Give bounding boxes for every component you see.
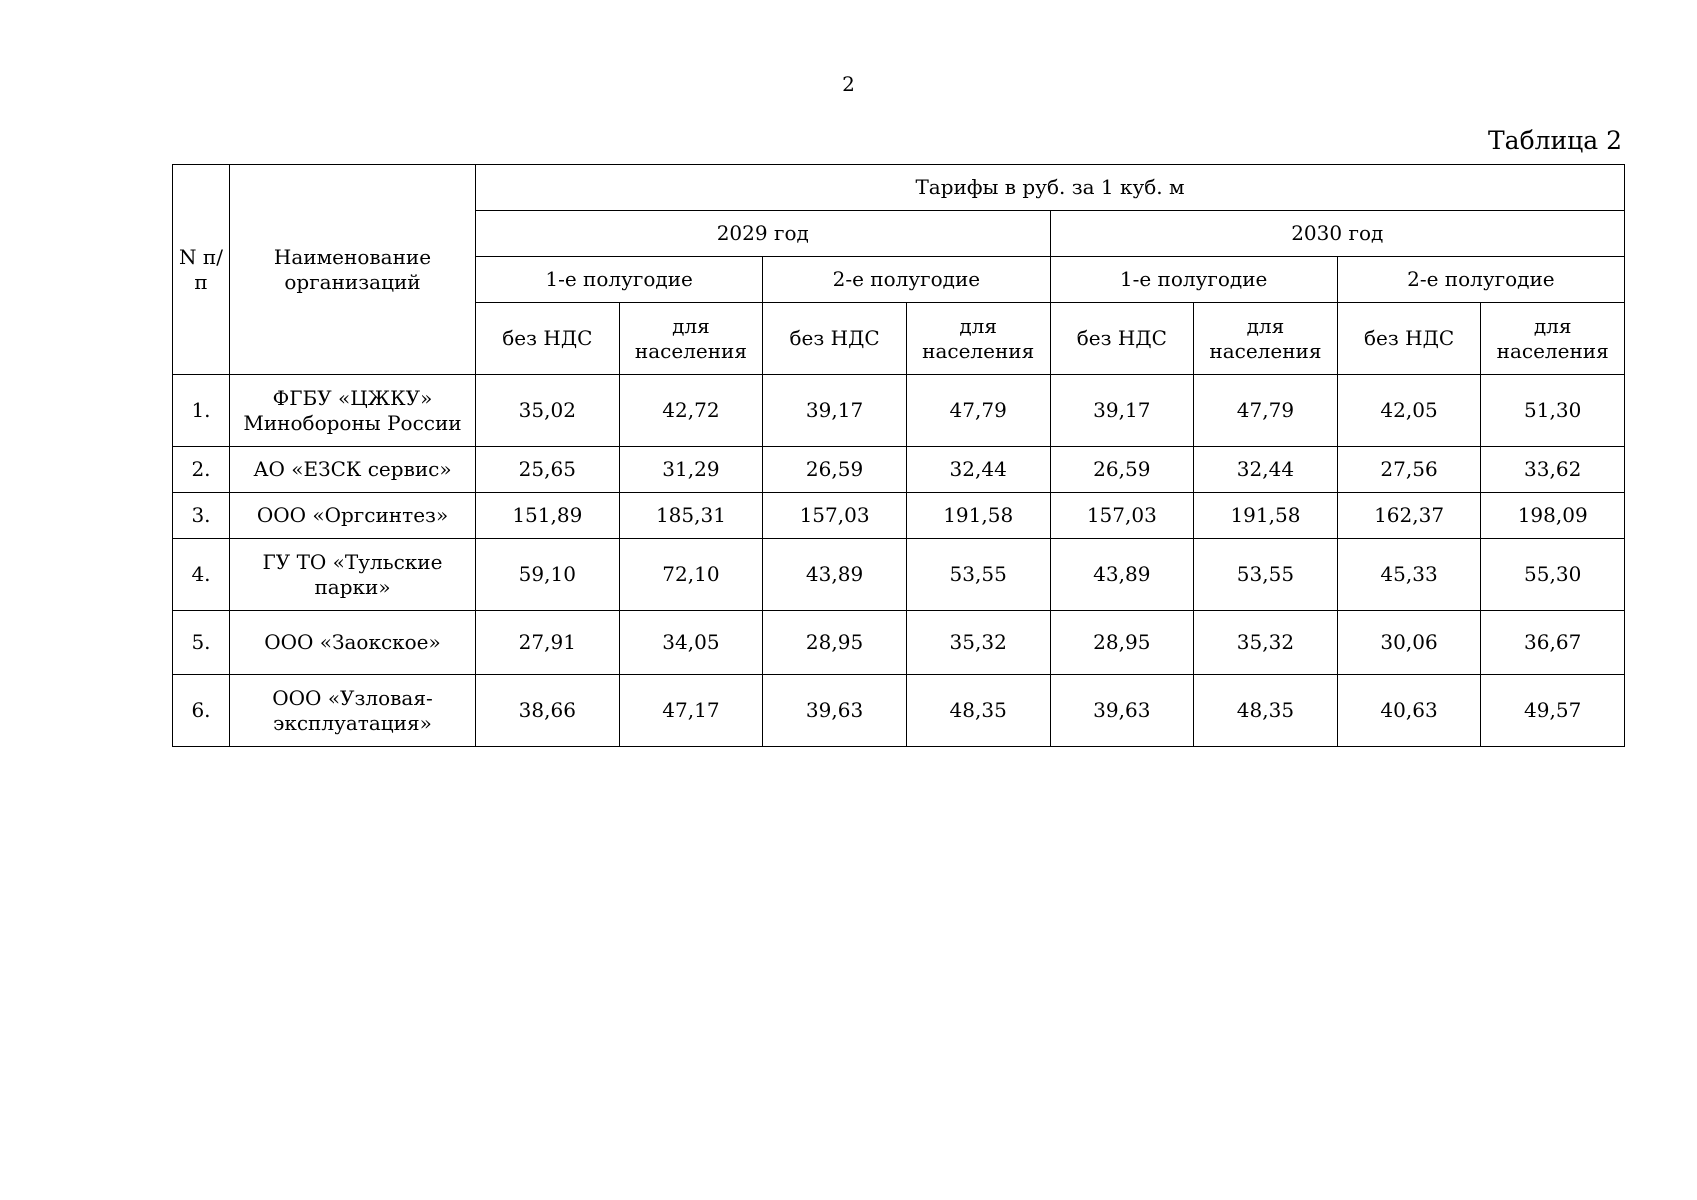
row-number: 6. [173, 675, 230, 747]
tariff-value: 32,44 [1194, 447, 1338, 493]
tariff-value: 35,02 [476, 375, 620, 447]
table-row [173, 447, 1625, 493]
row-number: 2. [173, 447, 230, 493]
tariff-value: 40,63 [1337, 675, 1481, 747]
tariff-value: 38,66 [476, 675, 620, 747]
tariff-value: 39,63 [1050, 675, 1194, 747]
header-tariffs: Тарифы в руб. за 1 куб. м [476, 165, 1625, 211]
organization-name: ООО «Заокское» [230, 611, 476, 675]
header-2030-half2: 2-е полугодие [1337, 257, 1624, 303]
tariff-value: 157,03 [763, 493, 907, 539]
header-num: N п/п [173, 165, 230, 375]
tariff-value: 42,05 [1337, 375, 1481, 447]
tariff-value: 185,31 [619, 493, 763, 539]
row-number: 3. [173, 493, 230, 539]
table-row [173, 539, 1625, 611]
tariff-value: 151,89 [476, 493, 620, 539]
header-without-vat: без НДС [1337, 303, 1481, 375]
tariff-value: 53,55 [906, 539, 1050, 611]
tariff-value: 157,03 [1050, 493, 1194, 539]
tariff-table [172, 164, 1625, 747]
row-number: 1. [173, 375, 230, 447]
tariff-value: 49,57 [1481, 675, 1625, 747]
organization-name: ГУ ТО «Тульские парки» [230, 539, 476, 611]
tariff-value: 48,35 [1194, 675, 1338, 747]
tariff-value: 33,62 [1481, 447, 1625, 493]
tariff-value: 30,06 [1337, 611, 1481, 675]
header-year-2029: 2029 год [476, 211, 1051, 257]
page-number: 2 [842, 72, 855, 96]
table-row [173, 375, 1625, 447]
tariff-value: 28,95 [1050, 611, 1194, 675]
tariff-value: 39,63 [763, 675, 907, 747]
header-without-vat: без НДС [476, 303, 620, 375]
tariff-value: 36,67 [1481, 611, 1625, 675]
tariff-value: 43,89 [763, 539, 907, 611]
tariff-value: 25,65 [476, 447, 620, 493]
tariff-value: 48,35 [906, 675, 1050, 747]
organization-name: ФГБУ «ЦЖКУ» Минобороны России [230, 375, 476, 447]
header-year-2030: 2030 год [1050, 211, 1625, 257]
header-without-vat: без НДС [763, 303, 907, 375]
tariff-value: 47,17 [619, 675, 763, 747]
tariff-value: 55,30 [1481, 539, 1625, 611]
tariff-value: 198,09 [1481, 493, 1625, 539]
organization-name: АО «ЕЗСК сервис» [230, 447, 476, 493]
header-for-population: для населения [619, 303, 763, 375]
tariff-value: 26,59 [1050, 447, 1194, 493]
tariff-value: 34,05 [619, 611, 763, 675]
tariff-value: 47,79 [1194, 375, 1338, 447]
row-number: 4. [173, 539, 230, 611]
tariff-value: 51,30 [1481, 375, 1625, 447]
row-number: 5. [173, 611, 230, 675]
table-row [173, 611, 1625, 675]
header-2029-half1: 1-е полугодие [476, 257, 763, 303]
header-2029-half2: 2-е полугодие [763, 257, 1050, 303]
tariff-value: 35,32 [906, 611, 1050, 675]
tariff-value: 27,91 [476, 611, 620, 675]
tariff-value: 39,17 [1050, 375, 1194, 447]
tariff-value: 39,17 [763, 375, 907, 447]
tariff-value: 45,33 [1337, 539, 1481, 611]
tariff-value: 162,37 [1337, 493, 1481, 539]
header-for-population: для населения [1481, 303, 1625, 375]
header-2030-half1: 1-е полугодие [1050, 257, 1337, 303]
tariff-value: 47,79 [906, 375, 1050, 447]
tariff-value: 53,55 [1194, 539, 1338, 611]
header-without-vat: без НДС [1050, 303, 1194, 375]
tariff-value: 28,95 [763, 611, 907, 675]
tariff-value: 191,58 [1194, 493, 1338, 539]
organization-name: ООО «Оргсинтез» [230, 493, 476, 539]
table-row [173, 493, 1625, 539]
table-caption: Таблица 2 [1487, 126, 1622, 155]
tariff-value: 43,89 [1050, 539, 1194, 611]
tariff-value: 26,59 [763, 447, 907, 493]
tariff-value: 42,72 [619, 375, 763, 447]
tariff-value: 31,29 [619, 447, 763, 493]
header-name: Наименование организаций [230, 165, 476, 375]
header-row-group [173, 165, 1625, 211]
tariff-value: 35,32 [1194, 611, 1338, 675]
tariff-value: 59,10 [476, 539, 620, 611]
header-for-population: для населения [1194, 303, 1338, 375]
organization-name: ООО «Узловая-эксплуатация» [230, 675, 476, 747]
tariff-value: 32,44 [906, 447, 1050, 493]
tariff-value: 72,10 [619, 539, 763, 611]
tariff-value: 27,56 [1337, 447, 1481, 493]
tariff-value: 191,58 [906, 493, 1050, 539]
table-row [173, 675, 1625, 747]
header-for-population: для населения [906, 303, 1050, 375]
